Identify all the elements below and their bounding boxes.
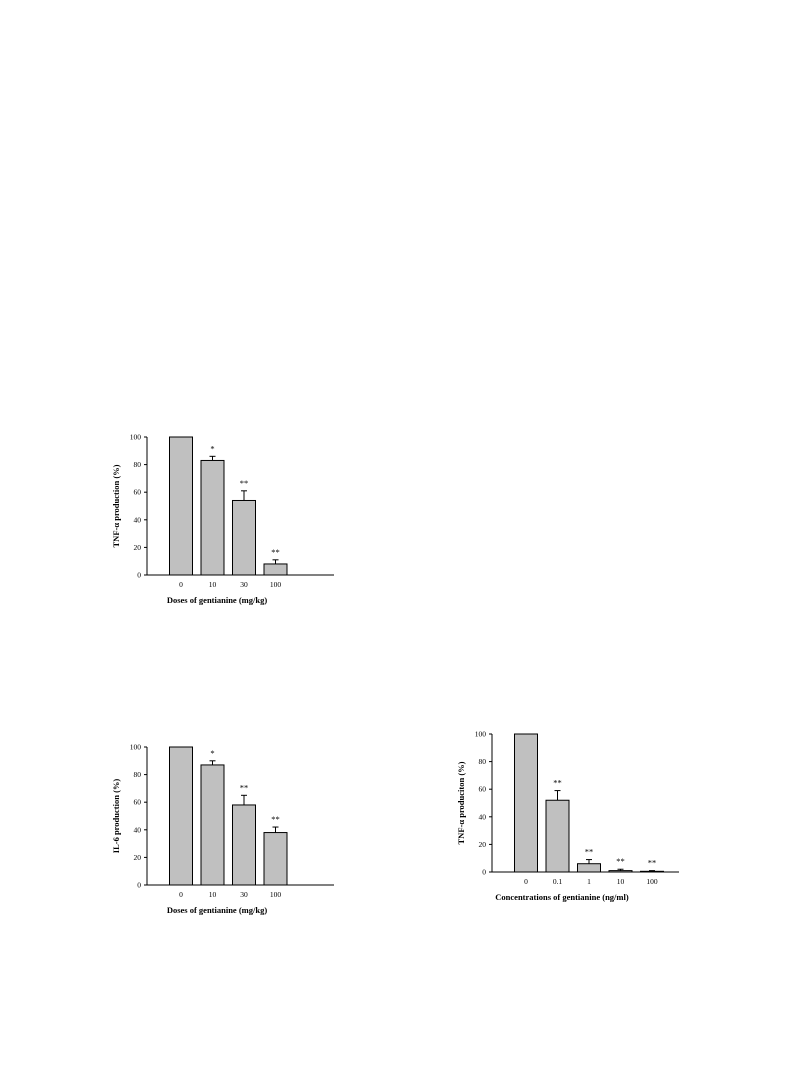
bar: [170, 747, 193, 885]
significance-label: **: [271, 546, 280, 557]
chart-tnf-alpha-in-vivo: [105, 425, 345, 610]
chart-svg: [105, 735, 345, 920]
y-tick-label: 40: [133, 515, 141, 525]
y-tick-label: 40: [478, 812, 486, 822]
x-tick-label: 100: [269, 580, 282, 589]
bar: [201, 765, 224, 885]
significance-label: **: [647, 857, 657, 868]
y-tick-label: 100: [129, 742, 141, 752]
bar: [641, 871, 664, 872]
x-axis-title: Doses of gentianine (mg/kg): [166, 595, 268, 605]
bar: [201, 460, 224, 575]
x-tick-label: 0: [179, 580, 183, 589]
x-tick-label: 10: [616, 877, 625, 886]
x-tick-label: 100: [269, 890, 282, 899]
y-tick-label: 20: [133, 852, 141, 862]
significance-label: **: [553, 777, 562, 788]
significance-label: *: [210, 747, 215, 758]
y-tick-label: 40: [133, 825, 141, 835]
y-tick-label: 0: [137, 570, 141, 580]
chart-il6-in-vivo: [105, 735, 345, 920]
y-tick-label: 80: [478, 757, 486, 767]
y-tick-label: 20: [133, 542, 141, 552]
y-tick-label: 80: [133, 770, 141, 780]
x-tick-label: 0: [524, 877, 528, 886]
y-tick-label: 0: [482, 867, 486, 877]
significance-label: **: [271, 814, 280, 825]
x-tick-label: 0: [179, 890, 183, 899]
bar: [546, 800, 569, 872]
x-tick-label: 10: [208, 890, 217, 899]
y-tick-label: 0: [137, 880, 141, 890]
significance-label: *: [210, 443, 215, 454]
x-tick-label: 30: [240, 890, 248, 899]
x-tick-label: 0.1: [552, 877, 563, 886]
y-tick-label: 80: [133, 460, 141, 470]
y-axis-title: IL-6 production (%): [111, 778, 121, 854]
x-tick-label: 1: [587, 877, 591, 886]
significance-label: **: [239, 477, 249, 488]
chart-svg: [450, 722, 690, 907]
x-axis-title: Concentrations of gentianine (ng/ml): [495, 892, 629, 902]
y-tick-label: 60: [133, 487, 141, 497]
x-tick-label: 30: [240, 580, 248, 589]
x-tick-label: 100: [646, 877, 658, 886]
significance-label: **: [616, 856, 625, 867]
bar: [515, 734, 538, 872]
y-tick-label: 20: [478, 839, 486, 849]
chart-svg: [105, 425, 345, 610]
significance-label: **: [584, 846, 594, 857]
bar: [233, 805, 256, 885]
y-axis-title: TNF-α produciton (%): [456, 761, 466, 845]
bar: [578, 864, 601, 872]
significance-label: **: [239, 782, 249, 793]
y-tick-label: 60: [478, 784, 486, 794]
y-tick-label: 60: [133, 797, 141, 807]
bar: [264, 833, 287, 885]
bar: [170, 437, 193, 575]
bar: [264, 564, 287, 575]
bar: [233, 500, 256, 575]
y-tick-label: 100: [474, 729, 486, 739]
x-tick-label: 10: [208, 580, 217, 589]
y-axis-title: TNF-α production (%): [111, 464, 121, 548]
chart-tnf-alpha-in-vitro: [450, 722, 690, 907]
bar: [609, 871, 632, 872]
x-axis-title: Doses of gentianine (mg/kg): [166, 905, 268, 915]
y-tick-label: 100: [129, 432, 141, 442]
